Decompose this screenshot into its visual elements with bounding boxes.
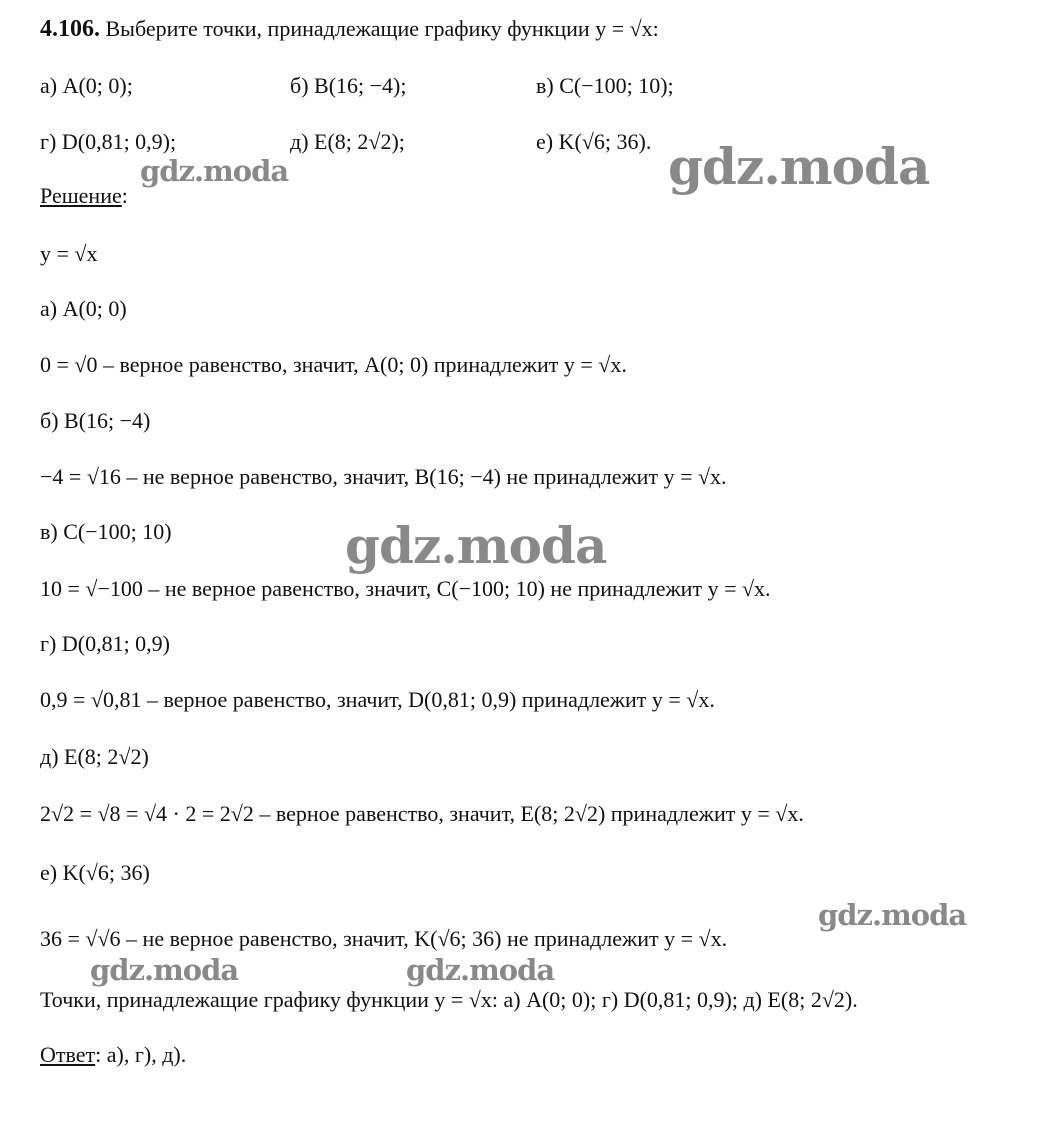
option-b: б) B(16; −4); — [290, 73, 407, 98]
watermark-logo: gdz.moda — [140, 154, 289, 188]
step-point-e: е) K(√6; 36) — [40, 860, 150, 885]
option-v: в) C(−100; 10); — [536, 73, 674, 98]
solution-heading-label: Решение — [40, 183, 122, 208]
option-d: д) E(8; 2√2); — [290, 129, 405, 154]
solution-heading — [40, 182, 128, 210]
step-point-g: г) D(0,81; 0,9) — [40, 631, 171, 656]
step-check-g: 0,9 = √0,81 – верное равенство, значит, D(0,81; 0,9) принадлежит y = √x. — [40, 687, 715, 712]
solution-heading-colon: : — [121, 183, 128, 208]
option-g: г) D(0,81; 0,9); — [40, 129, 177, 154]
watermark-logo: gdz.moda — [818, 898, 967, 932]
answer-label: Ответ — [40, 1042, 96, 1067]
watermark-logo: gdz.moda — [406, 953, 555, 987]
step-check-v: 10 = √−100 – не верное равенство, значит, C(−100; 10) не принадлежит y = √x. — [40, 576, 771, 601]
problem-number: 4.106. — [40, 16, 100, 42]
step-check-b: −4 = √16 – не верное равенство, значит, B(16; −4) не принадлежит y = √x. — [40, 464, 727, 489]
problem-text: Выберите точки, принадлежащие графику функции y = √x: — [105, 16, 659, 41]
watermark-logo: gdz.moda — [668, 137, 930, 196]
conclusion: Точки, принадлежащие графику функции y = √x: а) A(0; 0); г) D(0,81; 0,9); д) E(8; 2√2). — [40, 987, 858, 1012]
step-check-e: 36 = √√6 – не верное равенство, значит, K(√6; 36) не принадлежит y = √x. — [40, 926, 728, 951]
step-point-d: д) E(8; 2√2) — [40, 744, 149, 769]
answer-line — [40, 1041, 186, 1069]
step-point-b: б) B(16; −4) — [40, 408, 151, 433]
option-e: е) K(√6; 36). — [536, 129, 652, 154]
answer-value: : а), г), д). — [95, 1042, 187, 1067]
step-point-v: в) C(−100; 10) — [40, 519, 172, 544]
watermark-logo: gdz.moda — [90, 953, 239, 987]
step-point-a: а) A(0; 0) — [40, 296, 127, 321]
option-a: а) A(0; 0); — [40, 73, 133, 98]
watermark-logo: gdz.moda — [345, 516, 607, 575]
function-line: y = √x — [40, 241, 98, 266]
problem-statement — [40, 15, 659, 43]
step-check-a: 0 = √0 – верное равенство, значит, A(0; 0) принадлежит y = √x. — [40, 352, 627, 377]
step-check-d: 2√2 = √8 = √4 · 2 = 2√2 – верное равенство, значит, E(8; 2√2) принадлежит y = √x. — [40, 801, 804, 826]
